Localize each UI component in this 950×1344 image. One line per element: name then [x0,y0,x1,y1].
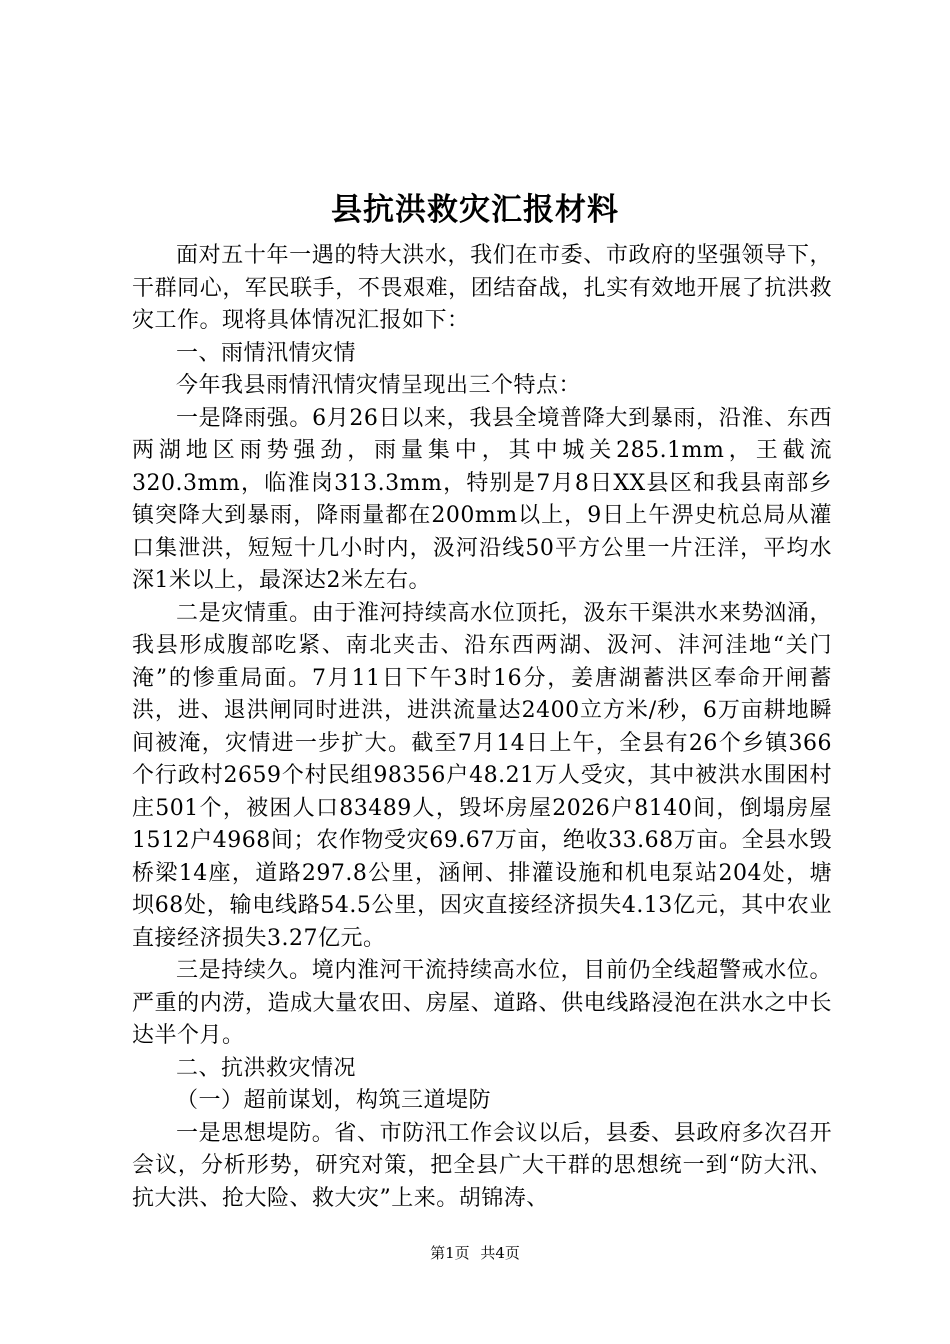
paragraph-ideological-embankment: 一是思想堤防。省、市防汛工作会议以后，县委、县政府多次召开会议，分析形势，研究对策，把全县广大干群的思想统一到“防大汛、抗大洪、抢大险、救大灾”上来。胡锦涛、 [132,1120,832,1211]
document-title: 县抗洪救灾汇报材料 [331,192,619,228]
page-number: 第1页 [430,1244,470,1262]
paragraph-intro: 面对五十年一遇的特大洪水，我们在市委、市政府的坚强领导下，干群同心，军民联手，不畏艰难，团结奋战，扎实有效地开展了抗洪救灾工作。现将具体情况汇报如下： [132,243,832,333]
page-footer [0,1243,950,1263]
heading-section-1: 一、雨情汛情灾情 [176,340,357,366]
heading-subsection-1: （一）超前谋划，构筑三道堤防 [176,1088,492,1113]
document-body [132,240,832,1215]
paragraph-long-duration: 三是持续久。境内淮河干流持续高水位，目前仍全线超警戒水位。严重的内涝，造成大量农田、房屋、道路、供电线路浸泡在洪水之中长达半个月。 [132,958,832,1048]
heading-section-2: 二、抗洪救灾情况 [176,1055,357,1081]
paragraph-heavy-rain: 一是降雨强。6月26日以来，我县全境普降大到暴雨，沿淮、东西两湖地区雨势强劲，雨量集中，其中城关285.1mm，王截流320.3mm，临淮岗313.3mm，特别是7月8日XX县区和我县南部乡镇突降大到暴雨，降雨量都在200mm以上，9日上午淠史杭总局从灌口集泄洪，短短十几小时内，汲河沿线50平方公里一片汪洋，平均水深1米以上，最深达2米左右。 [132,405,832,593]
page-total: 共4页 [480,1244,520,1262]
paragraph-severe-disaster: 二是灾情重。由于淮河持续高水位顶托，汲东干渠洪水来势汹涌，我县形成腹部吃紧、南北夹击、沿东西两湖、汲河、沣河洼地“关门淹”的惨重局面。7月11日下午3时16分，姜唐湖蓄洪区奉命开闸蓄洪，进、退洪闸同时进洪，进洪流量达2400立方米/秒，6万亩耕地瞬间被淹，灾情进一步扩大。截至7月14日上午，全县有26个乡镇366个行政村2659个村民组98356户48.21万人受灾，其中被洪水围困村庄501个，被困人口83489人，毁坏房屋2026户8140间，倒塌房屋1512户4968间；农作物受灾69.67万亩，绝收33.68万亩。全县水毁桥梁14座，道路297.8公里，涵闸、排灌设施和机电泵站204处，塘坝68处，输电线路54.5公里，因灾直接经济损失4.13亿元，其中农业直接经济损失3.27亿元。 [132,600,832,951]
paragraph-characteristics: 今年我县雨情汛情灾情呈现出三个特点： [176,373,582,398]
